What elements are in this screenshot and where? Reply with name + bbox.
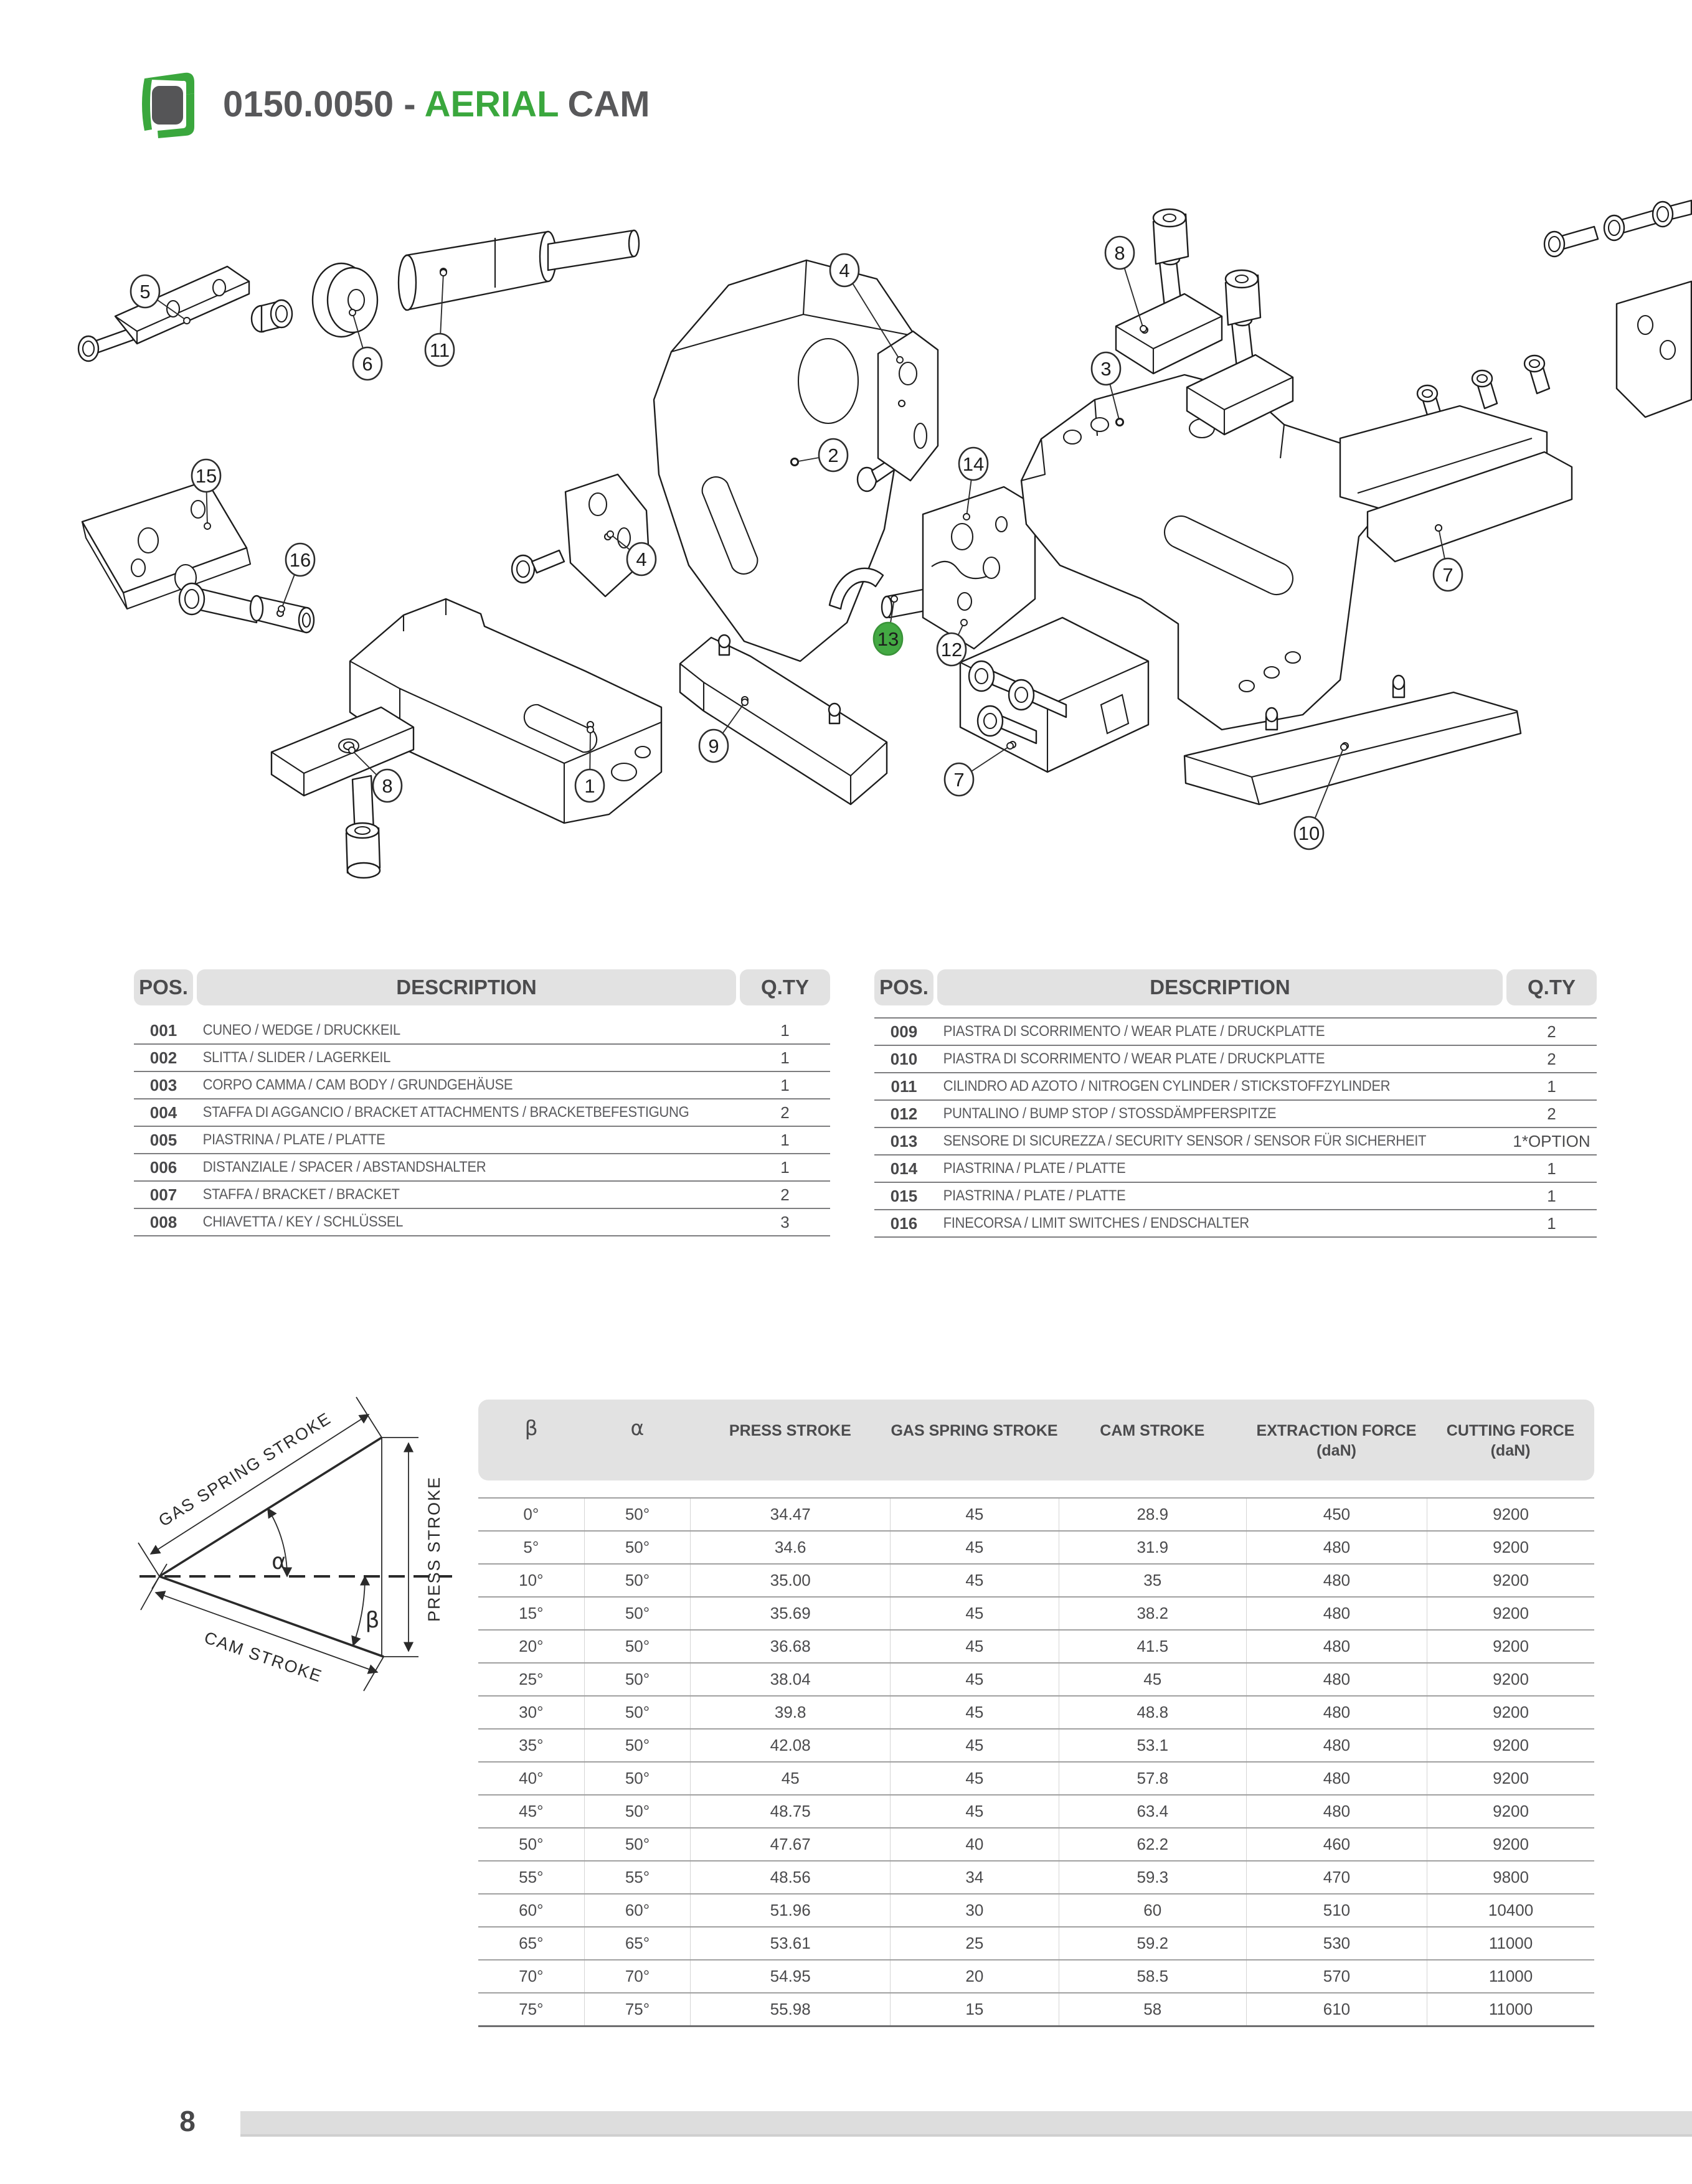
stroke-cell: 9800 [1427,1862,1594,1893]
parts-cell-qty: 1 [780,1130,790,1149]
stroke-cell: 48.8 [1059,1697,1246,1728]
stroke-cell: 30 [890,1895,1059,1926]
stroke-cell: 58.5 [1059,1960,1246,1992]
callout-target-dot [1007,743,1013,749]
stroke-cell: 45 [890,1697,1059,1728]
stroke-row [478,1664,1594,1697]
stroke-table-body [478,1497,1594,2027]
stroke-cell: 9200 [1427,1565,1594,1596]
stroke-cell: 75° [584,1993,691,2025]
title-highlight: AERIAL [424,83,559,125]
stroke-col-header: β [524,1416,538,1440]
col-header-pos: POS. [134,969,193,1005]
stroke-row [478,1598,1594,1631]
callout-target-dot [1341,744,1347,750]
parts-cell-desc: CILINDRO AD AZOTO / NITROGEN CYLINDER / STICKSTOFFZYLINDER [943,1078,1391,1094]
parts-cell-qty: 2 [1547,1049,1556,1068]
parts-cell-desc: SENSORE DI SICUREZZA / SECURITY SENSOR / SENSOR FÜR SICHERHEIT [943,1132,1427,1149]
stroke-cell: 45 [890,1796,1059,1827]
stroke-cell: 70° [584,1960,691,1992]
parts-cell-desc: PIASTRA DI SCORRIMENTO / WEAR PLATE / DRUCKPLATTE [943,1050,1325,1067]
stroke-cell: 50° [584,1565,691,1596]
stroke-cell: 50° [584,1730,691,1761]
part-plate-014 [923,487,1035,649]
beta-label: β [365,1607,380,1633]
parts-cell-desc: PIASTRA DI SCORRIMENTO / WEAR PLATE / DRUCKPLATTE [943,1023,1325,1040]
part-limit-switch-016 [179,583,314,633]
parts-cell-pos: 001 [149,1020,177,1040]
stroke-row [478,1631,1594,1664]
parts-row [134,1182,830,1209]
stroke-col-header: EXTRACTION FORCE (daN) [1256,1422,1417,1459]
parts-cell-pos: 006 [149,1157,177,1177]
stroke-cell: 20 [890,1960,1059,1992]
stroke-cell: 50° [584,1664,691,1695]
parts-table-body [134,1017,830,1236]
stroke-cell: 60 [1059,1895,1246,1926]
parts-cell-pos: 011 [891,1076,917,1096]
stroke-cell: 20° [519,1637,544,1655]
callout-number: 13 [877,628,899,650]
exploded-diagram [0,181,1692,934]
parts-cell-desc: PIASTRINA / PLATE / PLATTE [943,1187,1126,1204]
parts-row [134,1154,830,1182]
callout-number: 12 [940,639,963,661]
stroke-row [478,1730,1594,1763]
callout-number: 4 [839,260,850,281]
stroke-cell: 36.68 [690,1631,890,1662]
stroke-cell: 9200 [1427,1730,1594,1761]
stroke-cell: 55° [519,1868,544,1886]
stroke-cell: 54.95 [690,1960,890,1992]
stroke-cell: 9200 [1427,1796,1594,1827]
parts-cell-pos: 013 [890,1131,918,1151]
stroke-cell: 40° [519,1769,544,1787]
col-header-qty: Q.TY [1506,969,1597,1005]
stroke-cell: 39.8 [690,1697,890,1728]
stroke-cell: 59.2 [1059,1927,1246,1959]
callout-number: 7 [953,769,965,791]
stroke-cell: 60° [584,1895,691,1926]
stroke-cell: 58 [1059,1993,1246,2025]
parts-row [874,1128,1597,1156]
stroke-cell: 42.08 [690,1730,890,1761]
stroke-cell: 75° [519,2000,544,2018]
stroke-cell: 25 [890,1927,1059,1959]
stroke-cell: 45° [519,1802,544,1820]
callout-target-dot [963,514,970,520]
callout-number: 6 [362,353,373,375]
callout-number: 3 [1100,358,1112,380]
col-header-pos: POS. [874,969,933,1005]
stroke-angle-diagram [93,1382,504,1706]
parts-cell-qty: 2 [1547,1022,1556,1041]
stroke-row [478,1862,1594,1895]
stroke-cell: 48.75 [690,1796,890,1827]
callout-target-dot [204,523,210,529]
stroke-cell: 48.56 [690,1862,890,1893]
stroke-cell: 45 [890,1730,1059,1761]
stroke-cell: 570 [1246,1960,1427,1992]
callout-number: 14 [962,453,985,475]
parts-table-right [874,969,1597,1238]
stroke-cell: 450 [1246,1499,1427,1530]
stroke-cell: 50° [584,1598,691,1629]
stroke-cell: 9200 [1427,1664,1594,1695]
parts-cell-pos: 015 [890,1186,918,1205]
stroke-cell: 480 [1246,1730,1427,1761]
parts-cell-desc: STAFFA DI AGGANCIO / BRACKET ATTACHMENTS / BRACKETBEFESTIGUNG [202,1104,689,1121]
stroke-cell: 9200 [1427,1631,1594,1662]
stroke-cell: 50° [519,1835,544,1853]
parts-row [874,1101,1597,1128]
stroke-cell: 45 [890,1499,1059,1530]
stroke-cell: 45 [890,1532,1059,1563]
callout-target-dot [891,596,897,602]
stroke-cell: 50° [584,1631,691,1662]
parts-cell-qty: 1 [1547,1159,1556,1178]
stroke-col-header: GAS SPRING STROKE [891,1422,1058,1439]
stroke-cell: 15 [890,1993,1059,2025]
part-wear-plate-009 [680,635,887,804]
parts-cell-desc: CUNEO / WEDGE / DRUCKKEIL [202,1022,400,1038]
stroke-cell: 480 [1246,1763,1427,1794]
stroke-cell: 41.5 [1059,1631,1246,1662]
col-header-description: DESCRIPTION [197,969,736,1005]
stroke-row [478,1763,1594,1796]
stroke-cell: 65° [584,1927,691,1959]
parts-cell-desc: DISTANZIALE / SPACER / ABSTANDSHALTER [202,1159,486,1175]
stroke-cell: 480 [1246,1631,1427,1662]
stroke-cell: 460 [1246,1829,1427,1860]
callout-number: 16 [289,549,311,571]
callout-target-dot [587,727,593,733]
footer-bar [240,2111,1692,2137]
page-number: 8 [179,2105,196,2137]
stroke-cell: 45 [890,1664,1059,1695]
stroke-cell: 470 [1246,1862,1427,1893]
page-header [130,70,650,138]
page-title [223,83,650,125]
part-plate-015 [82,481,250,609]
stroke-cell: 480 [1246,1598,1427,1629]
parts-row [134,1045,830,1072]
col-header-qty: Q.TY [740,969,830,1005]
parts-cell-pos: 016 [890,1213,918,1233]
stroke-cell: 610 [1246,1993,1427,2025]
callout-number: 10 [1298,822,1320,844]
stroke-cell: 38.2 [1059,1598,1246,1629]
stroke-cell: 53.61 [690,1927,890,1959]
stroke-cell: 35.69 [690,1598,890,1629]
stroke-row [478,1993,1594,2027]
parts-table-header [134,969,830,1005]
parts-cell-qty: 1 [780,1020,790,1040]
stroke-cell: 9200 [1427,1829,1594,1860]
stroke-cell: 480 [1246,1532,1427,1563]
callout-target-dot [1435,525,1442,531]
parts-cell-qty: 1 [780,1075,790,1094]
parts-table-body [874,1017,1597,1238]
parts-table-left [134,969,830,1236]
part-bracket-007-bottom [960,618,1148,772]
callout-target-dot [184,318,190,324]
parts-row [134,1072,830,1099]
stroke-cell: 480 [1246,1697,1427,1728]
part-bracket-007-right [1340,355,1572,562]
callout-number: 9 [708,735,719,757]
stroke-cell: 35° [519,1736,544,1754]
parts-cell-pos: 005 [149,1130,177,1149]
parts-row [874,1183,1597,1210]
callout-number: 11 [429,339,450,361]
callout-number: 8 [382,775,393,797]
parts-row [874,1046,1597,1073]
alpha-label: α [272,1549,286,1574]
callout-target-dot [1140,326,1146,332]
parts-cell-pos: 004 [149,1103,177,1122]
stroke-table-header [478,1400,1594,1480]
stroke-row [478,1895,1594,1927]
stroke-cell: 45 [890,1631,1059,1662]
callout-number: 1 [584,775,595,797]
parts-cell-qty: 1*OPTION [1513,1131,1590,1151]
parts-cell-desc: CHIAVETTA / KEY / SCHLÜSSEL [202,1213,404,1230]
part-bracket-004-left [512,474,649,596]
stroke-cell: 50° [584,1697,691,1728]
stroke-cell: 38.04 [690,1664,890,1695]
parts-cell-pos: 008 [149,1212,177,1231]
stroke-row [478,1499,1594,1532]
stroke-cell: 9200 [1427,1763,1594,1794]
stroke-cell: 62.2 [1059,1829,1246,1860]
part-plate-005 [78,266,249,361]
callout-target-dot [897,357,903,363]
stroke-cell: 28.9 [1059,1499,1246,1530]
stroke-cell: 51.96 [690,1895,890,1926]
parts-cell-desc: SLITTA / SLIDER / LAGERKEIL [202,1049,390,1066]
parts-cell-pos: 014 [890,1159,918,1178]
callout-number: 15 [195,465,217,487]
parts-cell-qty: 1 [780,1157,790,1177]
press-stroke-label: PRESS STROKE [425,1476,443,1622]
parts-cell-desc: PIASTRINA / PLATE / PLATTE [202,1131,385,1148]
parts-cell-qty: 3 [780,1212,790,1231]
stroke-cell: 55° [584,1862,691,1893]
stroke-cell: 9200 [1427,1598,1594,1629]
stroke-cell: 35.00 [690,1565,890,1596]
callout-number: 7 [1442,564,1453,586]
parts-row [874,1019,1597,1046]
part-nitrogen-cylinder-011 [399,230,639,310]
stroke-row [478,1532,1594,1565]
stroke-cell: 530 [1246,1927,1427,1959]
stroke-cell: 480 [1246,1796,1427,1827]
parts-cell-desc: STAFFA / BRACKET / BRACKET [202,1186,400,1203]
callout-target-dot [961,619,967,626]
parts-cell-desc: PIASTRINA / PLATE / PLATTE [943,1160,1126,1177]
parts-table-header [874,969,1597,1005]
stroke-cell: 9200 [1427,1532,1594,1563]
callout-target-dot [607,531,613,537]
stroke-row [478,1927,1594,1960]
stroke-cell: 480 [1246,1664,1427,1695]
stroke-cell: 510 [1246,1895,1427,1926]
parts-cell-qty: 1 [1547,1076,1556,1096]
stroke-data-table [478,1400,1594,2027]
part-spacer-006 [252,263,377,337]
stroke-cell: 15° [519,1604,544,1622]
stroke-cell: 40 [890,1829,1059,1860]
part-far-right-fasteners [1544,200,1691,417]
callout-number: 8 [1114,242,1125,264]
callout-target-dot [1117,419,1123,425]
parts-cell-qty: 1 [1547,1213,1556,1233]
stroke-cell: 30° [519,1703,544,1721]
parts-cell-qty: 2 [780,1103,790,1122]
col-header-description: DESCRIPTION [937,969,1503,1005]
brand-logo-icon [130,70,202,138]
stroke-cell: 50° [584,1499,691,1530]
title-rest: CAM [567,83,650,125]
parts-cell-pos: 010 [890,1049,918,1068]
callout-target-dot [792,459,798,465]
callout-target-dot [742,699,748,705]
stroke-cell: 45 [890,1598,1059,1629]
stroke-cell: 5° [523,1538,539,1556]
stroke-cell: 0° [523,1505,539,1523]
parts-cell-desc: PUNTALINO / BUMP STOP / STOSSDÄMPFERSPITZE [943,1105,1277,1122]
parts-cell-pos: 007 [149,1185,177,1204]
parts-row [874,1073,1597,1101]
callout-target-dot [278,606,285,612]
stroke-cell: 9200 [1427,1697,1594,1728]
stroke-col-header: PRESS STROKE [729,1422,851,1439]
callout-number: 4 [636,548,647,570]
parts-cell-qty: 2 [780,1185,790,1204]
callout-target-dot [440,270,447,276]
stroke-cell: 45 [890,1763,1059,1794]
stroke-cell: 60° [519,1901,544,1919]
stroke-cell: 50° [584,1763,691,1794]
parts-row [134,1209,830,1236]
stroke-col-header: α [630,1416,645,1440]
stroke-cell: 50° [584,1796,691,1827]
parts-cell-pos: 002 [149,1048,177,1067]
stroke-cell: 34.6 [690,1532,890,1563]
stroke-row [478,1565,1594,1598]
parts-row [874,1156,1597,1183]
stroke-col-header: CUTTING FORCE (daN) [1446,1422,1575,1459]
callout-target-dot [349,309,356,316]
stroke-cell: 480 [1246,1565,1427,1596]
stroke-cell: 50° [584,1829,691,1860]
parts-cell-pos: 009 [890,1022,918,1041]
stroke-cell: 10° [519,1571,544,1589]
stroke-cell: 47.67 [690,1829,890,1860]
stroke-row [478,1697,1594,1730]
parts-cell-pos: 003 [149,1075,177,1094]
callout-number: 5 [139,281,151,303]
callout-target-dot [349,747,355,753]
stroke-cell: 59.3 [1059,1862,1246,1893]
stroke-cell: 10400 [1427,1895,1594,1926]
parts-row [134,1099,830,1127]
stroke-cell: 45 [690,1763,890,1794]
parts-row [134,1127,830,1154]
stroke-cell: 34 [890,1862,1059,1893]
stroke-row [478,1960,1594,1993]
stroke-cell: 25° [519,1670,544,1688]
stroke-row [478,1796,1594,1829]
stroke-cell: 11000 [1427,1960,1594,1992]
stroke-cell: 45 [1059,1664,1246,1695]
parts-cell-qty: 1 [1547,1186,1556,1205]
parts-cell-desc: CORPO CAMMA / CAM BODY / GRUNDGEHÄUSE [202,1076,513,1093]
stroke-cell: 57.8 [1059,1763,1246,1794]
stroke-cell: 11000 [1427,1993,1594,2025]
cam-stroke-label: CAM STROKE [202,1627,325,1686]
stroke-cell: 70° [519,1967,544,1985]
stroke-col-header: CAM STROKE [1100,1422,1205,1439]
stroke-cell: 53.1 [1059,1730,1246,1761]
stroke-cell: 65° [519,1934,544,1952]
parts-cell-qty: 2 [1547,1104,1556,1123]
callout-number: 2 [828,445,839,466]
title-code: 0150.0050 - [223,83,416,125]
stroke-cell: 35 [1059,1565,1246,1596]
parts-row [134,1017,830,1045]
parts-row [874,1210,1597,1238]
parts-cell-desc: FINECORSA / LIMIT SWITCHES / ENDSCHALTER [943,1215,1249,1231]
stroke-cell: 50° [584,1532,691,1563]
stroke-cell: 34.47 [690,1499,890,1530]
stroke-cell: 31.9 [1059,1532,1246,1563]
stroke-cell: 63.4 [1059,1796,1246,1827]
stroke-cell: 55.98 [690,1993,890,2025]
stroke-cell: 45 [890,1565,1059,1596]
stroke-row [478,1829,1594,1862]
parts-cell-qty: 1 [780,1048,790,1067]
stroke-cell: 11000 [1427,1927,1594,1959]
stroke-cell: 9200 [1427,1499,1594,1530]
gas-spring-stroke-label: GAS SPRING STROKE [155,1408,335,1531]
parts-cell-pos: 012 [890,1104,918,1123]
